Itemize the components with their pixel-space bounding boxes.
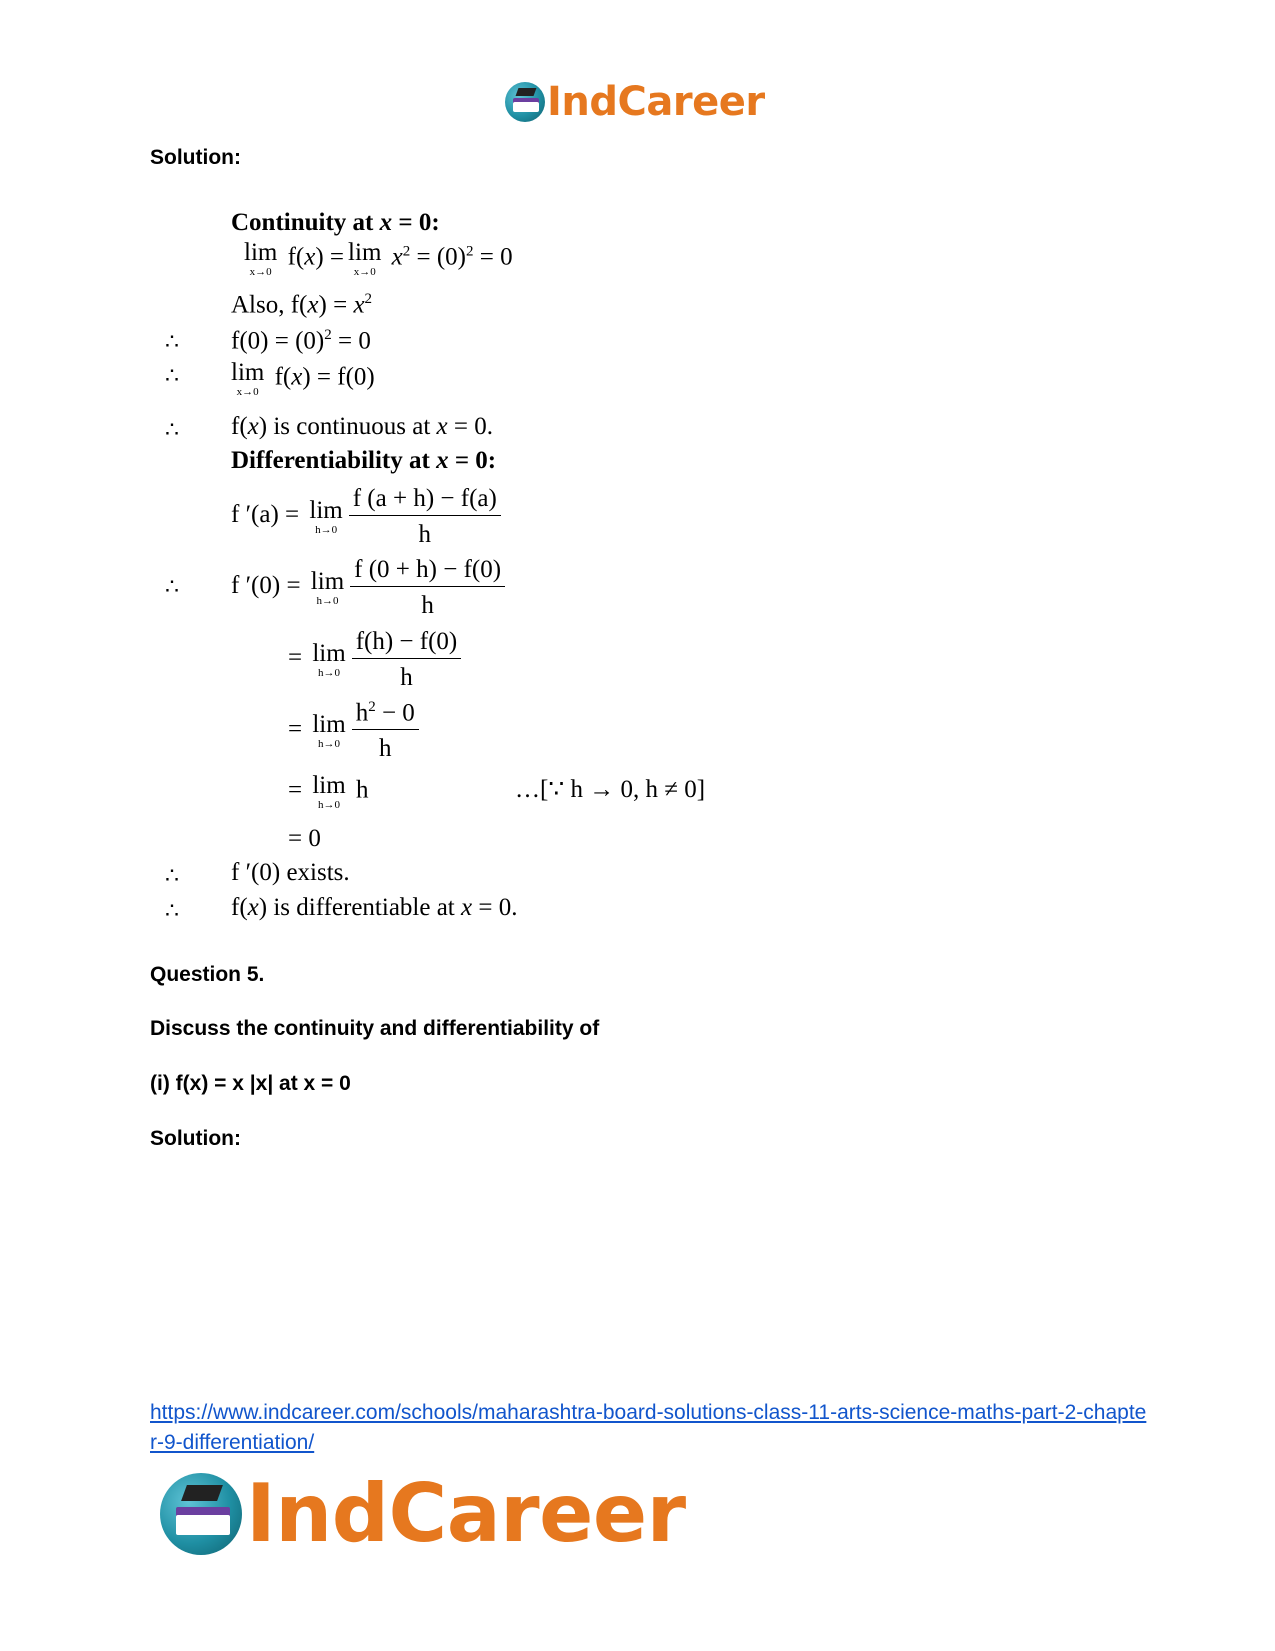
question-text: Discuss the continuity and differentiability of (150, 1017, 600, 1040)
source-url-link[interactable]: https://www.indcareer.com/schools/maharashtra-board-solutions-class-11-arts-science-maths-part-2-chapter-9-differentiation/ (150, 1401, 1147, 1454)
solution-heading: Solution: (150, 1127, 241, 1150)
step-4: = 0 (288, 825, 321, 852)
lim-equals-line: lim x→0 f(x) = f(0) (231, 359, 375, 398)
indcareer-logo-bottom (160, 1467, 686, 1560)
step-1: = lim h→0 $\frac{f(h) - f(0)}{h}$ (288, 629, 463, 690)
logo-text: IndCareer (547, 79, 765, 125)
therefore-symbol: ∴ (165, 899, 179, 924)
continuity-heading: Continuity at x = 0: (231, 209, 440, 236)
also-line: Also, $f(x) = x^2$ (231, 291, 373, 319)
globe-book-icon (505, 82, 545, 122)
therefore-symbol: ∴ (165, 418, 179, 443)
indcareer-logo-top (505, 79, 765, 125)
derivative-at-zero: f ′(0) = lim h→0 $\frac{f (0 + h) - f(0)}{h}$ (231, 557, 507, 618)
exists-line: f ′(0) exists. (231, 859, 350, 886)
step-3-note: …[∵ h → 0, h ≠ 0] (515, 776, 706, 803)
therefore-symbol: ∴ (165, 575, 179, 600)
question-heading: Question 5. (150, 963, 265, 986)
therefore-symbol: ∴ (165, 864, 179, 889)
derivative-definition: f ′(a) = lim h→0 $\frac{f (a + h) - f(a)}{h}$ (231, 486, 503, 547)
logo-text: IndCareer (246, 1467, 686, 1560)
question-part: (i) f(x) = x |x| at x = 0 (150, 1072, 351, 1095)
therefore-symbol: ∴ (165, 330, 179, 355)
f0-line: $f(0) = (0)^2 = 0$ (231, 327, 371, 355)
therefore-symbol: ∴ (165, 364, 179, 389)
continuous-line: f(x) is continuous at x = 0. (231, 413, 493, 440)
solution-heading: Solution: (150, 146, 241, 169)
step-3: = lim h→0 h (288, 772, 369, 811)
globe-book-icon (160, 1473, 242, 1555)
differentiability-heading: Differentiability at x = 0: (231, 447, 497, 474)
differentiable-line: f(x) is differentiable at x = 0. (231, 894, 518, 921)
limit-line: lim x→0 f(x) = lim x→0 $x^2 = (0)^2 = 0$ (244, 239, 513, 278)
step-2: = lim h→0 $\frac{h^2 - 0}{h}$ (288, 700, 421, 761)
